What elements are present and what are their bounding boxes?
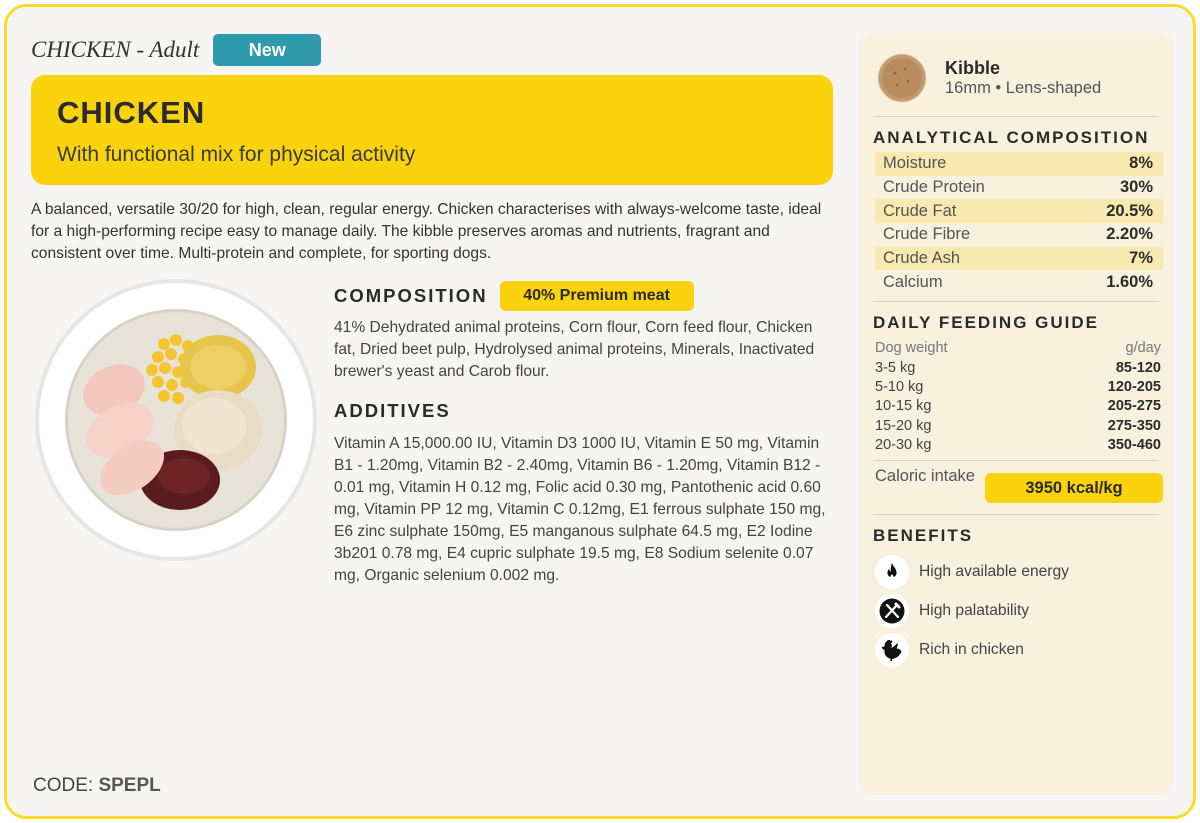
product-code-value: SPEPL: [98, 775, 161, 796]
product-description: A balanced, versatile 30/20 for high, clean, regular energy. Chicken characterises with always-welcome taste, ideal for a high-performing recipe easy to manage daily. The kibble preserves aromas and nutrients, fragrant and consistent over time. Multi-protein and complete, for sporting dogs.: [31, 201, 822, 262]
analytical-table: [875, 152, 1163, 294]
analytical-title: ANALYTICAL COMPOSITION: [873, 128, 1150, 147]
chicken-icon: [875, 633, 909, 667]
feeding-row: 5-10 kg 120-205: [875, 378, 1161, 395]
feeding-title: DAILY FEEDING GUIDE: [873, 313, 1099, 332]
nutrition-panel: [859, 33, 1173, 795]
product-tagline: With functional mix for physical activity: [57, 143, 416, 166]
composition-text: 41% Dehydrated animal proteins, Corn flour, Corn feed flour, Chicken fat, Dried beet pulp, Hydrolysed animal proteins, Minerals, Inactivated brewer's yeast and Carob flour.: [334, 319, 815, 380]
new-badge: New: [213, 34, 321, 66]
fork-knife-icon: [875, 594, 909, 628]
divider: [873, 514, 1159, 515]
analytical-row: Crude Fibre 2.20%: [883, 225, 1153, 244]
caloric-label: Caloric intake: [875, 467, 975, 485]
benefits-title: BENEFITS: [873, 526, 974, 545]
benefit-item: High palatability: [875, 591, 1161, 630]
product-code: CODE: SPEPL: [33, 775, 161, 796]
analytical-row: Crude Ash 7%: [875, 247, 1163, 271]
feeding-row: 3-5 kg 85-120: [875, 359, 1161, 376]
analytical-row: Moisture 8%: [875, 152, 1163, 176]
kibble-title: Kibble: [945, 58, 1001, 78]
flame-icon: [875, 555, 909, 589]
hero-banner: [31, 75, 833, 185]
product-subtitle: CHICKEN - Adult: [31, 37, 200, 62]
kibble-icon: [877, 53, 927, 103]
caloric-value: 3950 kcal/kg: [985, 473, 1163, 503]
benefit-item: Rich in chicken: [875, 630, 1161, 669]
divider: [873, 116, 1159, 117]
kibble-detail: 16mm • Lens-shaped: [945, 79, 1102, 97]
feeding-header: Dog weight g/day: [875, 340, 1161, 356]
feeding-row: 10-15 kg 205-275: [875, 398, 1161, 415]
divider: [873, 301, 1159, 302]
divider: [873, 460, 1159, 461]
feeding-table: [875, 338, 1161, 454]
product-image: [35, 279, 317, 561]
premium-meat-badge: 40% Premium meat: [500, 281, 694, 311]
product-title: CHICKEN: [57, 95, 206, 130]
additives-title: ADDITIVES: [334, 400, 451, 421]
composition-title: COMPOSITION: [334, 285, 488, 306]
analytical-row: Calcium 1.60%: [883, 272, 1153, 291]
subtitle-row: [31, 33, 321, 67]
bowl-image: [65, 309, 287, 531]
feeding-row: 15-20 kg 275-350: [875, 417, 1161, 434]
additives-text: Vitamin A 15,000.00 IU, Vitamin D3 1000 IU, Vitamin E 50 mg, Vitamin B1 - 1.20mg, Vitamin B2 - 2.40mg, Vitamin B6 - 1.20mg, Vitamin B12 - 0.01 mg, Vitamin H 0.12 mg, Folic acid 0.30 mg, Pantothenic acid 0.60 mg, Vitamin PP 12 mg, Vitamin C 0.12mg, E1 ferrous sulphate 150 mg, E6 zinc sulphate 150mg, E5 manganous sulphate 64.5 mg, E2 Iodine 3b201 0.78 mg, E4 cupric sulphate 19.5 mg, E8 Sodium selenite 0.07 mg, Organic selenium 0.002 mg.: [334, 435, 826, 584]
composition-header: [334, 281, 694, 311]
analytical-row: Crude Fat 20.5%: [875, 199, 1163, 223]
ingredients-illustration: [68, 312, 287, 531]
product-card: [4, 4, 1196, 819]
benefits-list: [875, 552, 1161, 669]
feeding-row: 20-30 kg 350-460: [875, 436, 1161, 453]
benefit-item: High available energy: [875, 552, 1161, 591]
analytical-row: Crude Protein 30%: [883, 178, 1153, 197]
